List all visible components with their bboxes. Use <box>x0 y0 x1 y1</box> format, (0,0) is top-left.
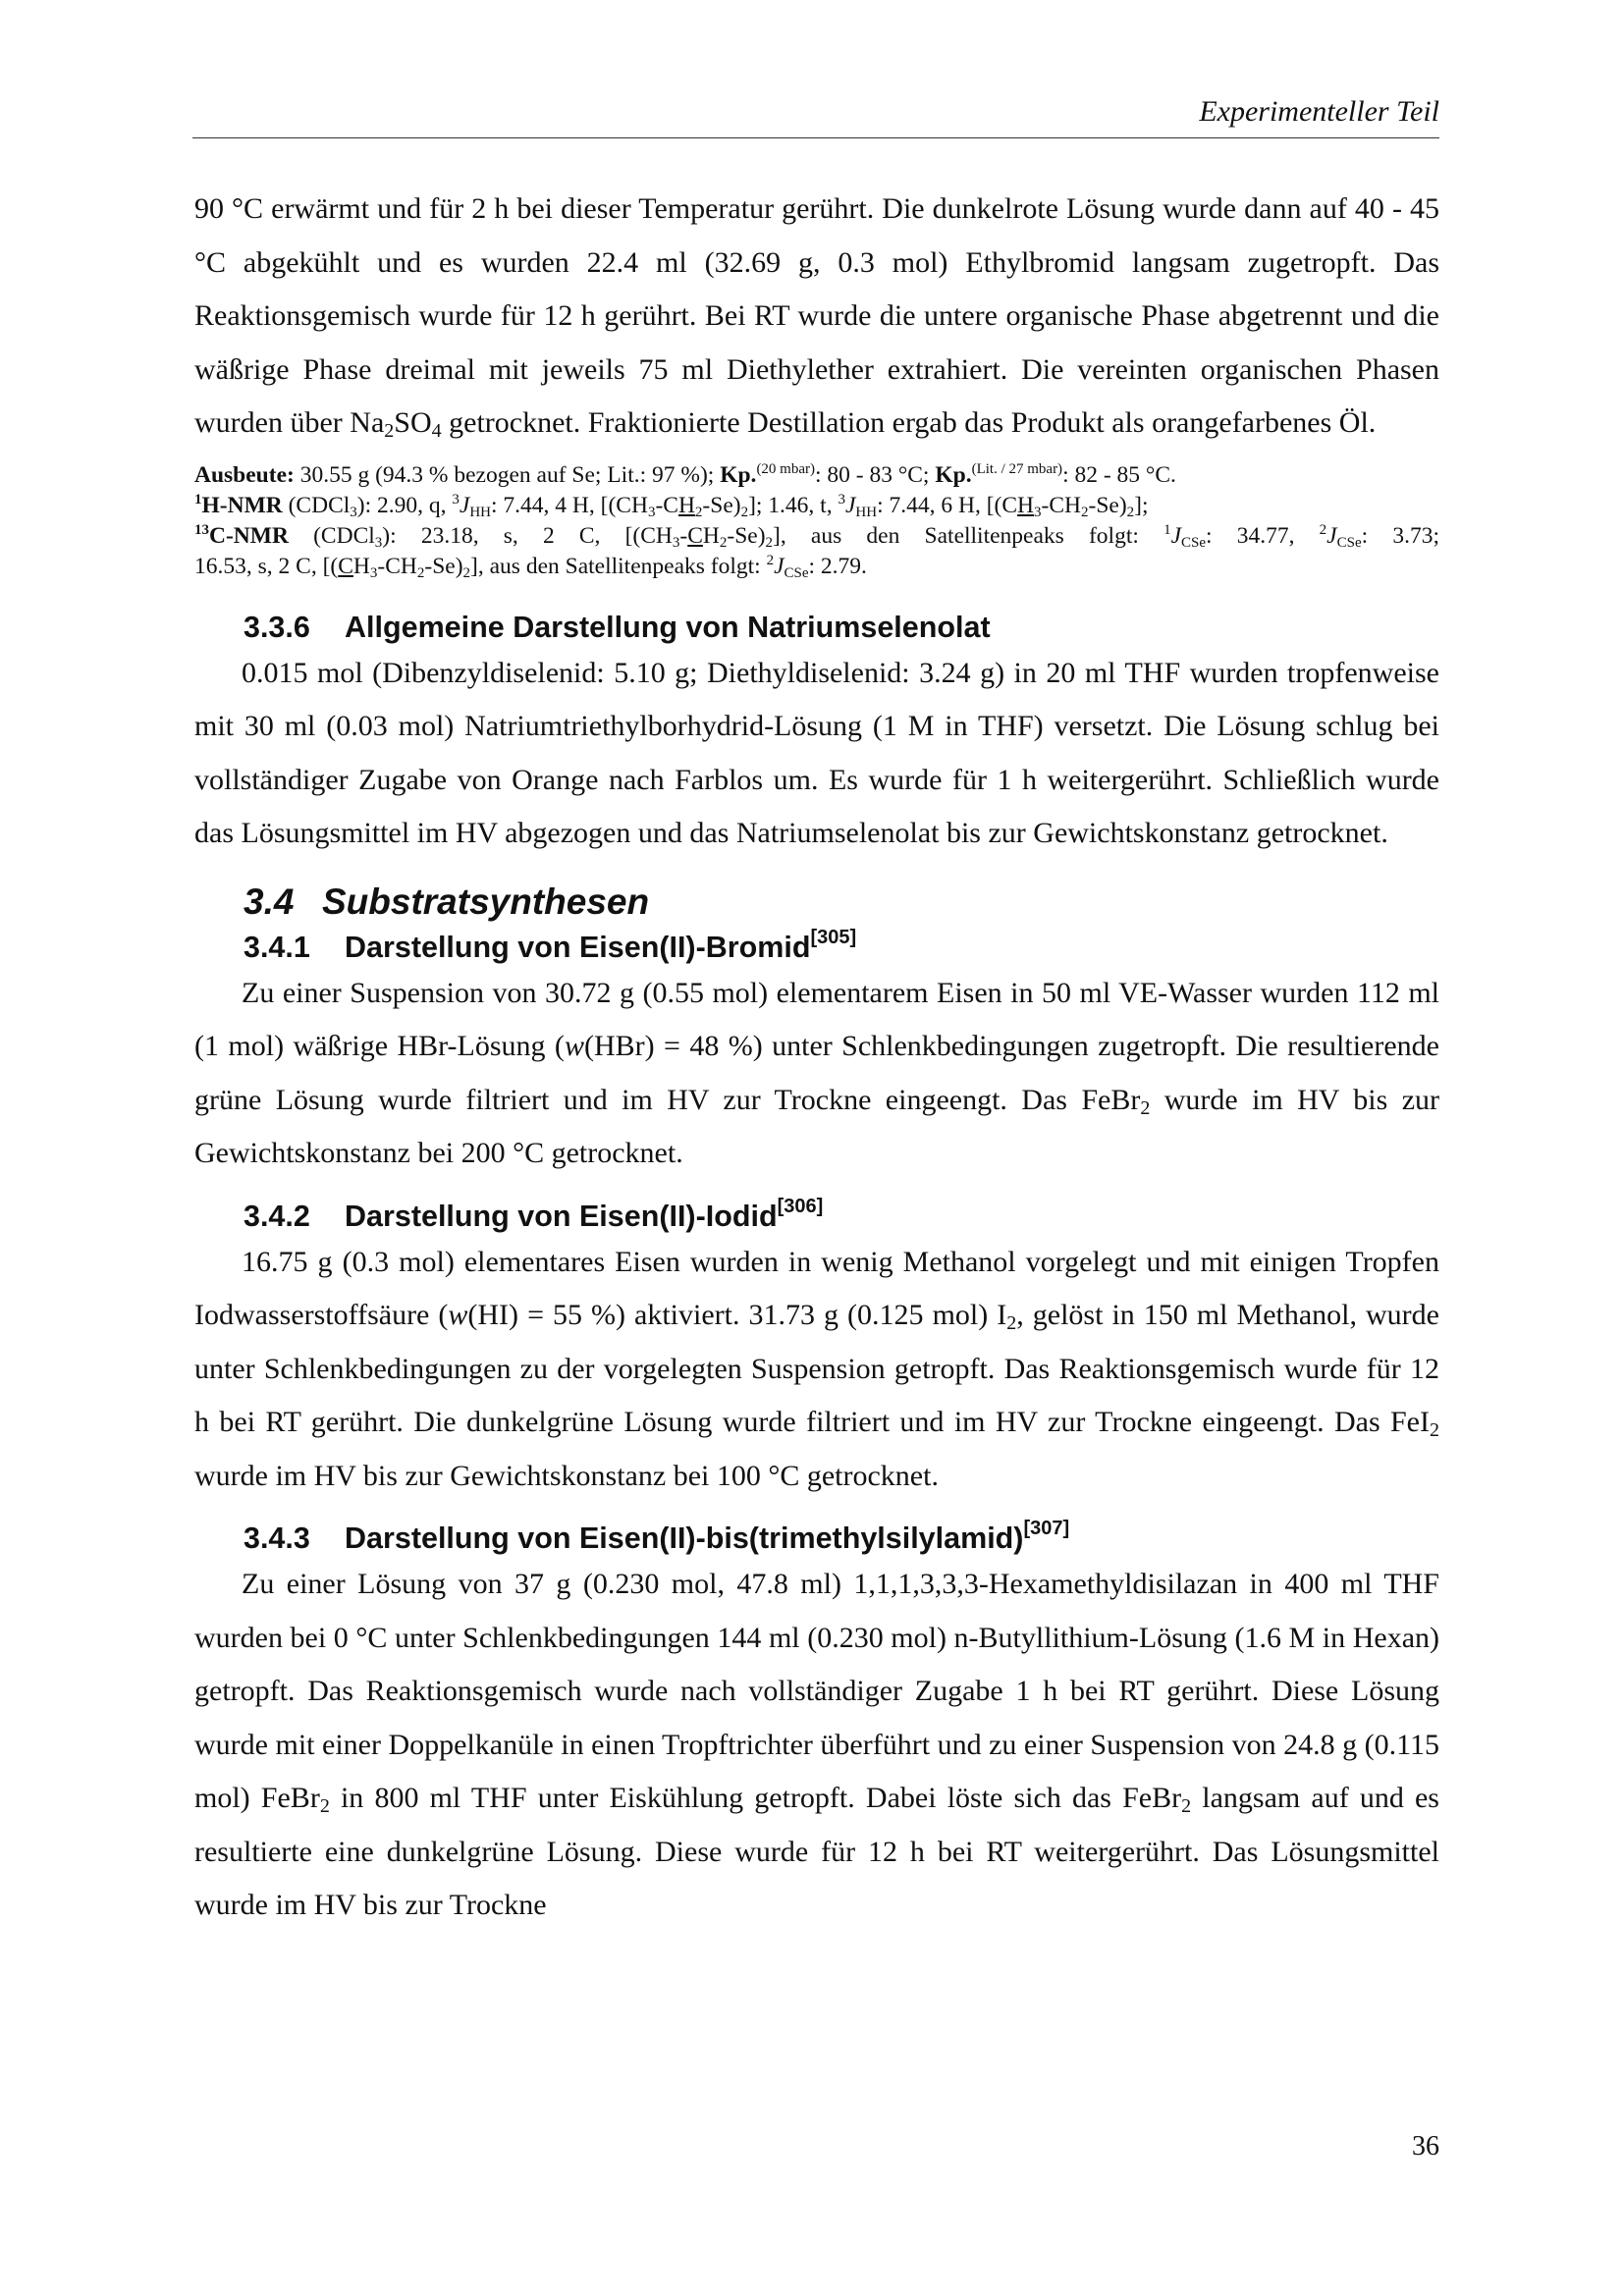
heading-3-4-3: 3.4.3 Darstellung von Eisen(II)-bis(trimethylsilylamid)[307] <box>243 1518 1070 1555</box>
section-3-4-2-body: 16.75 g (0.3 mol) elementares Eisen wurden in wenig Methanol vorgelegt und mit einigen Tropfen Iodwasserstoffsäure (w(HI) = 55 %) aktiviert. 31.73 g (0.125 mol) $I_2$, gelöst in 150 ml Methanol, wurde unter Schlenkbedingungen zu der vorgelegten Suspension getropft. Das Reaktionsgemisch wurde für 12 h bei RT gerührt. Die dunkelgrüne Lösung wurde filtriert und im HV zur Trockne eingeengt. Das FeI$_2$ wurde im HV bis zur Gewichtskonstanz bei 100 °C getrocknet. <box>194 1245 1439 1492</box>
header-rule <box>192 137 1439 138</box>
running-header: Experimenteller Teil <box>1199 95 1439 128</box>
characterization-data <box>194 460 1439 582</box>
section-3-3-6-body: 0.015 mol (Dibenzyldiselenid: 5.10 g; Diethyldiselenid: 3.24 g) in 20 ml THF wurden tropfenweise mit 30 ml (0.03 mol) Natriumtriethylborhydrid-Lösung (1 M in THF) versetzt. Die Lösung schlug bei vollständiger Zugabe von Orange nach Farblos um. Es wurde für 1 h weitergerührt. Schließlich wurde das Lösungsmittel im HV abgezogen und das Natriumselenolat bis zur Gewichtskonstanz getrocknet. <box>194 656 1439 849</box>
heading-3-3-6: 3.3.6 Allgemeine Darstellung von Natriumselenolat <box>243 610 991 644</box>
heading-3-4-2: 3.4.2 Darstellung von Eisen(II)-Iodid[306] <box>243 1195 824 1233</box>
section-3-4-3-body: Zu einer Lösung von 37 g (0.230 mol, 47.8 ml) 1,1,1,3,3,3-Hexamethyldisilazan in 400 ml THF wurden bei 0 °C unter Schlenkbedingungen 144 ml (0.230 mol) n-Butyllithium-Lösung (1.6 M in Hexan) getropft. Das Reaktionsgemisch wurde nach vollständiger Zugabe 1 h bei RT gerührt. Diese Lösung wurde mit einer Doppelkanüle in einen Tropftrichter überführt und zu einer Suspension von 24.8 g (0.115 mol) FeBr$_2$ in 800 ml THF unter Eiskühlung getropft. Dabei löste sich das FeBr$_2$ langsam auf und es resultierte eine dunkelgrüne Lösung. Diese wurde für 12 h bei RT weitergerührt. Das Lösungsmittel wurde im HV bis zur Trockne <box>194 1568 1439 1921</box>
yield-line: Ausbeute: 30.55 g (94.3 % bezogen auf Se; Lit.: 97 %); Kp.$^{(20 mbar)}$: 80 - 83 °C; Kp.$^{(Lit. / 27 mbar)}$: 82 - 85 °C. <box>194 460 1176 488</box>
section-3-4-1-body: Zu einer Suspension von 30.72 g (0.55 mol) elementarem Eisen in 50 ml VE-Wasser wurden 112 ml (1 mol) wäßrige HBr-Lösung (w(HBr) = 48 %) unter Schlenkbedingungen zugetropft. Die resultierende grüne Lösung wurde filtriert und im HV zur Trockne eingeengt. Das FeBr$_2$ wurde im HV bis zur Gewichtskonstanz bei 200 °C getrocknet. <box>194 976 1440 1169</box>
intro-paragraph: 90 °C erwärmt und für 2 h bei dieser Temperatur gerührt. Die dunkelrote Lösung wurde dann auf 40 - 45 °C abgekühlt und es wurden 22.4 ml (32.69 g, 0.3 mol) Ethylbromid langsam zugetropft. Das Reaktionsgemisch wurde für 12 h gerührt. Bei RT wurde die untere organische Phase abgetrennt und die wäßrige Phase dreimal mit jeweils 75 ml Diethylether extrahiert. Die vereinten organischen Phasen wurden über $Na_2SO_4$ getrocknet. Fraktionierte Destillation ergab das Produkt als orangefarbenes Öl. <box>194 192 1439 442</box>
c-nmr-line-2: 16.53, s, 2 C, $[(CH_3-CH_2-Se)_2]$, aus den Satellitenpeaks folgt: $^2J_{CSe}$: 2.79. <box>194 552 867 581</box>
heading-3-4: 3.4 Substratsynthesen <box>243 881 650 922</box>
h-nmr-line: $^1$H-NMR (CDCl$_3$): 2.90, q, $^3J_{HH}$: 7.44, 4 H, $[(CH_3-CH_2-Se)_2]$; 1.46, t, $^3J_{HH}$: 7.44, 6 H, $[(CH_3-CH_2-Se)_2]$; <box>194 491 1149 520</box>
heading-3-4-1: 3.4.1 Darstellung von Eisen(II)-Bromid[305] <box>243 926 857 964</box>
page-content <box>194 183 1439 1933</box>
c-nmr-line: $^{13}$C-NMR (CDCl$_3$): 23.18, s, 2 C, $[(CH_3-CH_2-Se)_2]$, aus den Satellitenpeaks folgt: $^1J_{CSe}$: 34.77, $^2J_{CSe}$: 3.73; <box>194 521 1439 551</box>
page-number: 36 <box>1412 2131 1439 2162</box>
